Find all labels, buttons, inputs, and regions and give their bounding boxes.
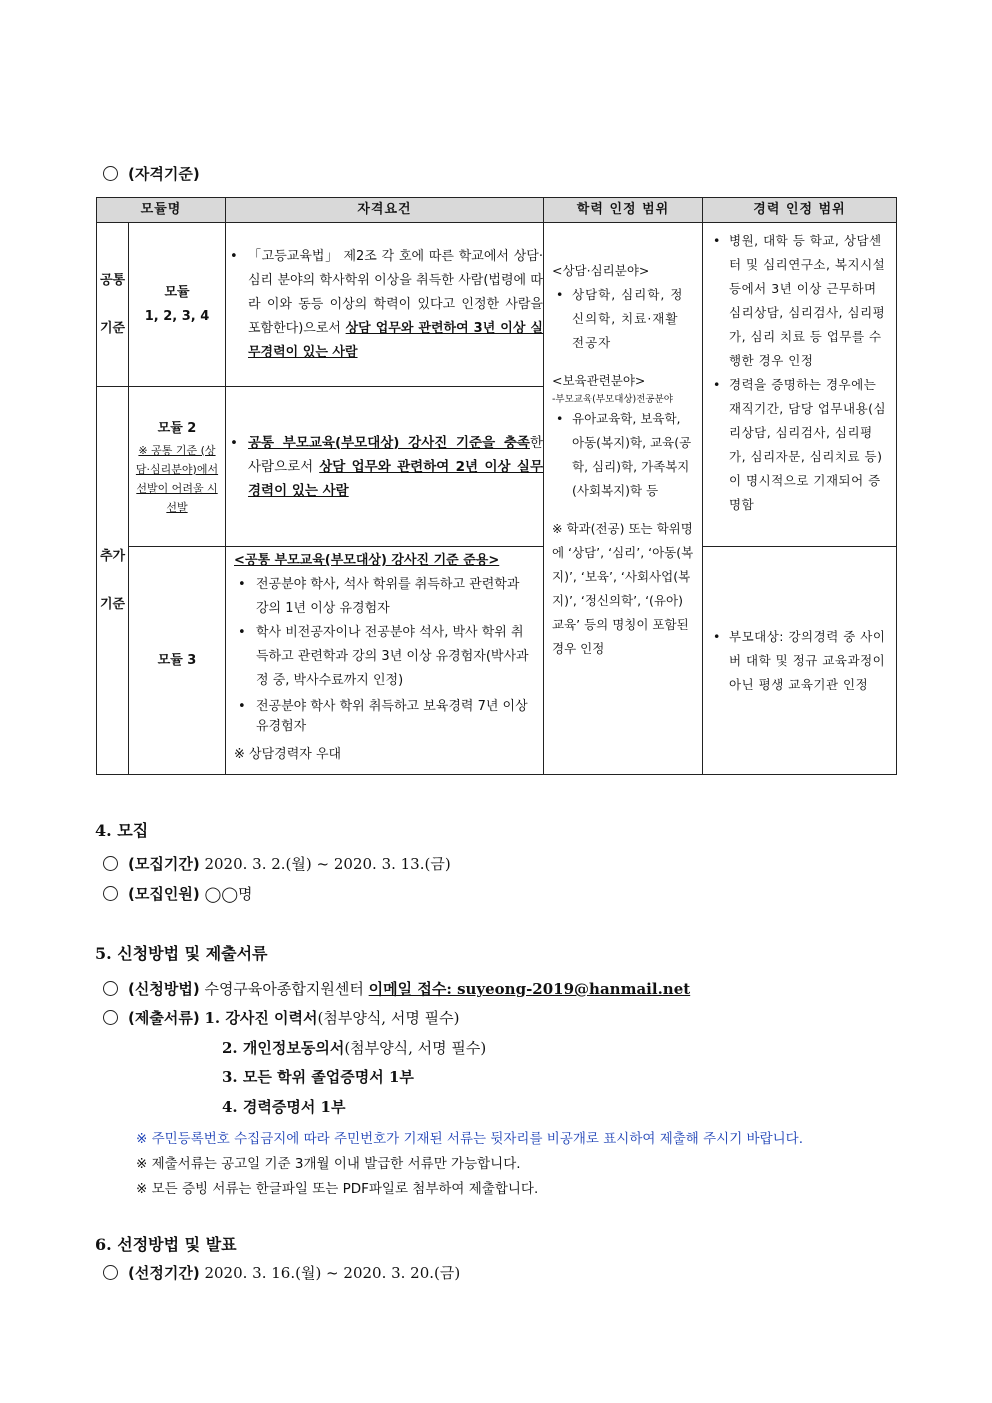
list-item: [234, 573, 535, 621]
recruit-count-value: ◯◯명: [204, 885, 253, 903]
doc-1: 1. 강사진 이력서: [204, 1009, 318, 1027]
module-numbers: 1, 2, 3, 4: [144, 308, 210, 324]
list-item: [552, 283, 695, 355]
edu-care-title: <보육관련분야>: [552, 373, 646, 388]
career-cell: [703, 223, 897, 547]
apply-email[interactable]: 이메일 접수: suyeong-2019@hanmail.net: [368, 980, 691, 998]
circle-bullet-icon: [103, 1265, 118, 1280]
recruit-period: [103, 853, 451, 874]
doc-2-line: [222, 1037, 486, 1058]
list-item: [234, 621, 535, 693]
career-item-1: 병원, 대학 등 학교, 상담센터 및 심리연구소, 복지시설 등에서 3년 이상 근무하며 심리상담, 심리검사, 심리평가, 심리 치료 등 업무를 수행한 경우 인정: [729, 233, 886, 368]
module-cell: 모듈 3: [129, 547, 226, 775]
list-item: [709, 373, 889, 517]
qualification-heading: (자격기준): [103, 163, 200, 184]
module-cell: [129, 223, 226, 387]
edu-counsel-item: 상담학, 심리학, 정신의학, 치료·재활 전공자: [572, 287, 684, 350]
table-row: [97, 547, 897, 775]
apply-docs: [103, 1007, 459, 1028]
doc-4: 4. 경력증명서 1부: [222, 1098, 346, 1116]
note-issue-period: ※ 제출서류는 공고일 기준 3개월 이내 발급한 서류만 가능합니다.: [136, 1156, 521, 1172]
edu-note: ※ 학과(전공) 또는 학위명에 ‘상담’, ‘심리’, ‘아동(복지)’, ‘보육’, ‘사회사업(복지)’, ‘정신의학’, ‘(유아)교육’ 등의 명칭이 포함된 경우 인정: [552, 521, 694, 656]
requirement-cell: [226, 223, 544, 387]
select-period-value: 2020. 3. 16.(월) ~ 2020. 3. 20.(금): [204, 1264, 461, 1282]
apply-method-value: 수영구육아종합지원센터: [204, 980, 364, 998]
requirement-text: 「고등교육법」 제2조 각 호에 따른 학교에서 상담·심리 분야의 학사학위 이상을 취득한 사람(법령에 따라 이와 동등 이상의 학력이 있다고 인정한 사람을 포함한다)으로서: [248, 248, 543, 336]
note-resident-number: ※ 주민등록번호 수집금지에 따라 주민번호가 기재된 서류는 뒷자리를 비공개로 표시하여 제출해 주시기 바랍니다.: [136, 1131, 803, 1147]
requirement-emphasis: 상담 업무와 관련하여 3년 이상 실무경력이 있는 사람: [248, 320, 543, 360]
edu-care-subtitle: -부모교육(부모대상)전공분야: [552, 394, 673, 405]
list-item: [552, 407, 695, 503]
apply-method: [103, 978, 690, 999]
section-heading-apply: 5. 신청방법 및 제출서류: [95, 944, 268, 963]
doc-2-note: (첨부양식, 서명 필수): [344, 1039, 487, 1057]
career-cell: [703, 547, 897, 775]
circle-bullet-icon: [103, 1010, 118, 1025]
requirement-text: 한 사람으로서: [248, 434, 543, 475]
extra-criteria-label: 추가 기준: [97, 387, 129, 775]
requirement-cell: [226, 387, 544, 547]
circle-bullet-icon: [103, 886, 118, 901]
requirement-title: <공통 부모교육(부모대상) 강사진 기준 준용>: [234, 553, 500, 568]
doc-1-note: (첨부양식, 서명 필수): [317, 1009, 460, 1027]
requirement-item-1: 전공분야 학사, 석사 학위를 취득하고 관련학과 강의 1년 이상 유경험자: [256, 577, 520, 616]
section-heading-recruit: 4. 모집: [95, 821, 149, 840]
qualification-table: [96, 197, 897, 775]
requirement-item-2: 학사 비전공자이나 전공분야 석사, 박사 학위 취득하고 관련학과 강의 3년 이상 유경험자(박사과정 중, 박사수료까지 인정): [256, 625, 529, 688]
table-header-row: [97, 198, 897, 223]
recruit-period-label: (모집기간): [128, 855, 200, 873]
section-heading-select: 6. 선정방법 및 발표: [95, 1235, 237, 1254]
doc-3: 3. 모든 학위 졸업증명서 1부: [222, 1068, 414, 1086]
requirement-emphasis: 공통 부모교육(부모대상) 강사진 기준을 충족: [248, 434, 530, 451]
note-file-format: ※ 모든 증빙 서류는 한글파일 또는 PDF파일로 첨부하여 제출합니다.: [136, 1181, 539, 1197]
header-education: 학력 인정 범위: [544, 198, 703, 223]
module-cell: [129, 387, 226, 547]
circle-bullet-icon: [103, 166, 118, 181]
list-item: [226, 431, 543, 503]
circle-bullet-icon: [103, 856, 118, 871]
list-item: [226, 245, 543, 365]
header-career: 경력 인정 범위: [703, 198, 897, 223]
list-item: [709, 625, 889, 697]
table-row: [97, 223, 897, 387]
edu-care-item: 유아교육학, 보육학, 아동(복지)학, 교육(공학, 심리)학, 가족복지(사회복지)학 등: [572, 411, 692, 498]
list-item: [234, 697, 535, 737]
apply-method-label: (신청방법): [128, 980, 200, 998]
recruit-period-value: 2020. 3. 2.(월) ~ 2020. 3. 13.(금): [204, 855, 451, 873]
requirement-item-3: 전공분야 학사 학위 취득하고 보육경력 7년 이상 유경험자: [256, 699, 528, 734]
requirement-cell: [226, 547, 544, 775]
edu-counsel-title: <상담·심리분야>: [552, 263, 650, 278]
common-criteria-label: 공통 기준: [97, 223, 129, 387]
module-note: ※ 공통 기준 (상담·심리분야)에서 선발이 어려울 시 선발: [135, 443, 219, 514]
circle-bullet-icon: [103, 981, 118, 996]
doc-2: 2. 개인정보동의서: [222, 1039, 345, 1057]
list-item: [709, 229, 889, 373]
module-name: 모듈 2: [157, 420, 197, 436]
header-module: 모듈명: [97, 198, 226, 223]
career-item-3: 부모대상: 강의경력 중 사이버 대학 및 정규 교육과정이 아닌 평생 교육기관 인정: [729, 628, 886, 692]
header-requirement: 자격요건: [226, 198, 544, 223]
recruit-count: [103, 883, 253, 904]
education-cell: [544, 223, 703, 775]
career-item-2: 경력을 증명하는 경우에는 재직기간, 담당 업무내용(심리상담, 심리검사, 심리평가, 심리자문, 심리치료 등)이 명시적으로 기재되어 증명함: [729, 377, 887, 512]
select-period: [103, 1262, 460, 1283]
requirement-note: ※ 상담경력자 우대: [234, 747, 342, 762]
module-name: 모듈: [164, 284, 190, 300]
recruit-count-label: (모집인원): [128, 885, 200, 903]
requirement-emphasis-2: 상담 업무와 관련하여 2년 이상 실무경력이 있는 사람: [248, 458, 544, 499]
select-period-label: (선정기간): [128, 1264, 200, 1282]
apply-docs-label: (제출서류): [128, 1009, 200, 1027]
